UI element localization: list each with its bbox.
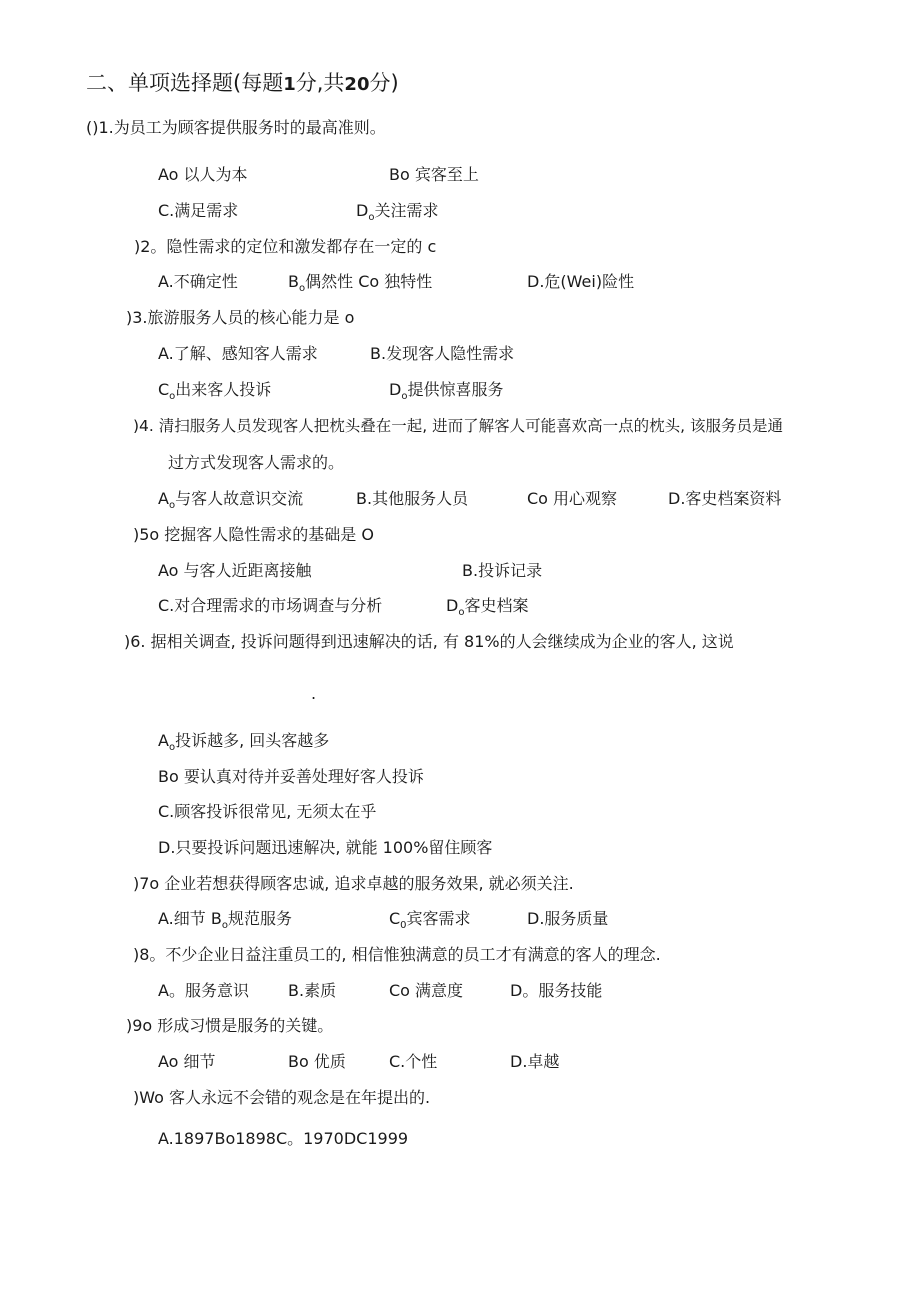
section-title <box>86 70 399 98</box>
title-suffix: 分) <box>369 71 399 95</box>
q5-option-d: $D_o$客史档案 <box>446 596 529 618</box>
q5-option-a: Ao 与客人近距离接触 <box>158 561 312 580</box>
q8-option-a: A。服务意识 <box>158 981 249 1000</box>
q9-option-b: Bo 优质 <box>288 1052 346 1071</box>
title-mid: 分,共 <box>295 71 345 95</box>
question-4-stem-cont: 过方式发现客人需求的。 <box>168 453 345 472</box>
q3-option-b: B.发现客人隐性需求 <box>370 344 515 363</box>
question-10-stem: )Wo 客人永远不会错的观念是在年提出的. <box>133 1088 431 1107</box>
question-9-stem: )9o 形成习惯是服务的关键。 <box>126 1016 334 1035</box>
q6-option-b: Bo 要认真对待并妥善处理好客人投诉 <box>158 767 424 786</box>
q2-option-a: A.不确定性 <box>158 272 238 291</box>
question-4-stem: )4. 清扫服务人员发现客人把枕头叠在一起, 进而了解客人可能喜欢高一点的枕头, 该服务员是通 <box>133 417 783 435</box>
q9-option-a: Ao 细节 <box>158 1052 216 1071</box>
question-3-stem: )3.旅游服务人员的核心能力是 o <box>126 308 355 327</box>
q6-option-d: D.只要投诉问题迅速解决, 就能 100%留住顾客 <box>158 838 493 857</box>
q2-option-d: D.危(Wei)险性 <box>527 272 635 291</box>
q4-option-b: B.其他服务人员 <box>356 489 469 508</box>
q10-options: A.1897Bo1898C。1970DC1999 <box>158 1129 409 1148</box>
q8-option-c: Co 满意度 <box>389 981 464 1000</box>
q8-option-b: B.素质 <box>288 981 337 1000</box>
q8-option-d: D。服务技能 <box>510 981 603 1000</box>
q3-option-c: $C_o$出来客人投诉 <box>158 380 272 402</box>
q6-option-c: C.顾客投诉很常见, 无须太在乎 <box>158 802 377 821</box>
question-7-stem: )7o 企业若想获得顾客忠诚, 追求卓越的服务效果, 就必须关注. <box>133 874 574 893</box>
q7-option-d: D.服务质量 <box>527 909 609 928</box>
q1-option-b: Bo 宾客至上 <box>389 165 479 184</box>
q1-option-a: Ao 以人为本 <box>158 165 248 184</box>
q1-option-d: $D_o$关注需求 <box>356 201 439 223</box>
q3-option-d: $D_o$提供惊喜服务 <box>389 380 504 402</box>
question-1-stem: ()1.为员工为顾客提供服务时的最高准则。 <box>86 118 386 137</box>
q5-option-b: B.投诉记录 <box>462 561 543 580</box>
q4-option-a: $A_o$与客人故意识交流 <box>158 489 304 511</box>
points-each: 1 <box>283 74 296 95</box>
q7-option-c: $C_0$宾客需求 <box>389 909 471 931</box>
q4-option-c: Co 用心观察 <box>527 489 618 508</box>
points-total: 20 <box>344 74 370 95</box>
q6-dot: . <box>311 684 317 703</box>
question-8-stem: )8。不少企业日益注重员工的, 相信惟独满意的员工才有满意的客人的理念. <box>133 945 661 964</box>
title-prefix: 二、单项选择题(每题 <box>86 71 284 95</box>
q5-option-c: C.对合理需求的市场调查与分析 <box>158 596 383 615</box>
q9-option-d: D.卓越 <box>510 1052 560 1071</box>
q4-option-d: D.客史档案资料 <box>668 489 782 508</box>
q1-option-c: C.满足需求 <box>158 201 239 220</box>
question-6-stem: )6. 据相关调查, 投诉问题得到迅速解决的话, 有 81%的人会继续成为企业的客人, 这说 <box>124 632 734 651</box>
q6-option-a: $A_o$投诉越多, 回头客越多 <box>158 731 330 753</box>
q9-option-c: C.个性 <box>389 1052 438 1071</box>
q3-option-a: A.了解、感知客人需求 <box>158 344 318 363</box>
question-2-stem: )2。隐性需求的定位和激发都存在一定的 c <box>134 237 437 256</box>
q2-option-b: $B_o$偶然性 Co 独特性 <box>288 272 433 294</box>
q7-option-a-b: A.细节 $B_o$规范服务 <box>158 909 292 931</box>
question-5-stem: )5o 挖掘客人隐性需求的基础是 O <box>133 525 374 544</box>
